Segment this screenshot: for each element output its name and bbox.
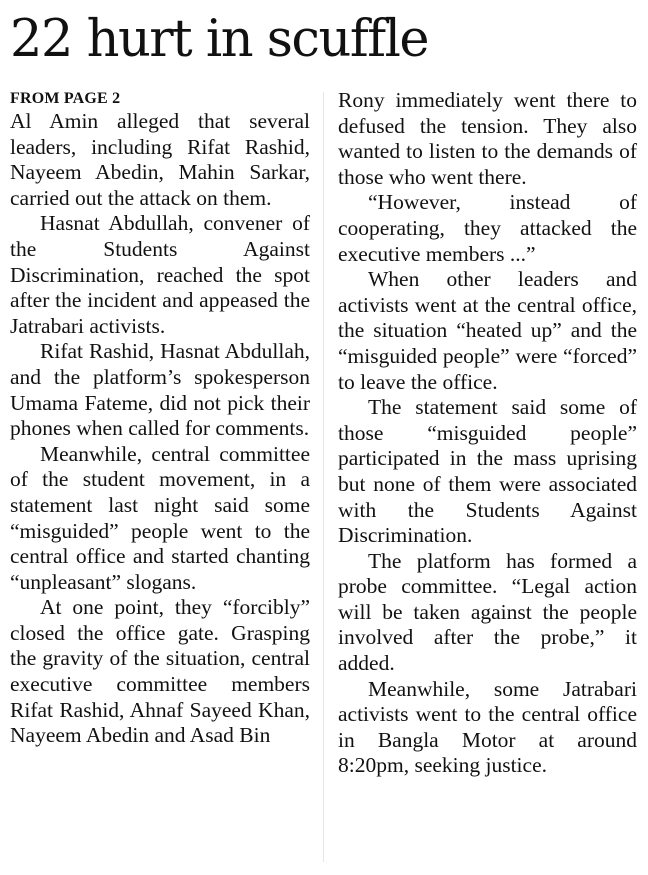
paragraph: At one point, they “forcibly” closed the office gate. Grasping the gravity of the situation, central executive committee members Rifat Rashid, Ahnaf Sayeed Khan, Nayeem Abedin and Asad Bin	[10, 595, 310, 748]
column-divider	[323, 92, 324, 862]
paragraph: The statement said some of those “misguided people” participated in the mass uprising but none of them were associated with the Students Against Discrimination.	[338, 395, 637, 548]
paragraph: When other leaders and activists went at the central office, the situation “heated up” and the “misguided people” were “forced” to leave the office.	[338, 267, 637, 394]
paragraph: “However, instead of cooperating, they attacked the executive members ...”	[338, 190, 637, 266]
right-column	[338, 88, 637, 779]
headline: 22 hurt in scuffle	[10, 10, 429, 69]
left-column	[10, 88, 310, 749]
paragraph: Meanwhile, some Jatrabari activists went to the central office in Bangla Motor at around 8:20pm, seeking justice.	[338, 676, 637, 778]
paragraph: Meanwhile, central committee of the student movement, in a statement last night said some “misguided” people went to the central office and started chanting “unpleasant” slogans.	[10, 441, 310, 594]
paragraph: The platform has formed a probe committee. “Legal action will be taken against the people involved after the probe,” it added.	[338, 548, 637, 676]
paragraph: Hasnat Abdullah, convener of the Students Against Discrimination, reached the spot after the incident and appeased the Jatrabari activists.	[10, 211, 310, 338]
continuation-kicker: FROM PAGE 2	[10, 90, 121, 107]
paragraph: Al Amin alleged that several leaders, including Rifat Rashid, Nayeem Abedin, Mahin Sarkar, carried out the attack on them.	[10, 109, 310, 210]
paragraph: Rony immediately went there to defused the tension. They also wanted to listen to the demands of those who went there.	[338, 88, 637, 189]
paragraph: Rifat Rashid, Hasnat Abdullah, and the platform’s spokesperson Umama Fateme, did not pick their phones when called for comments.	[10, 339, 310, 441]
